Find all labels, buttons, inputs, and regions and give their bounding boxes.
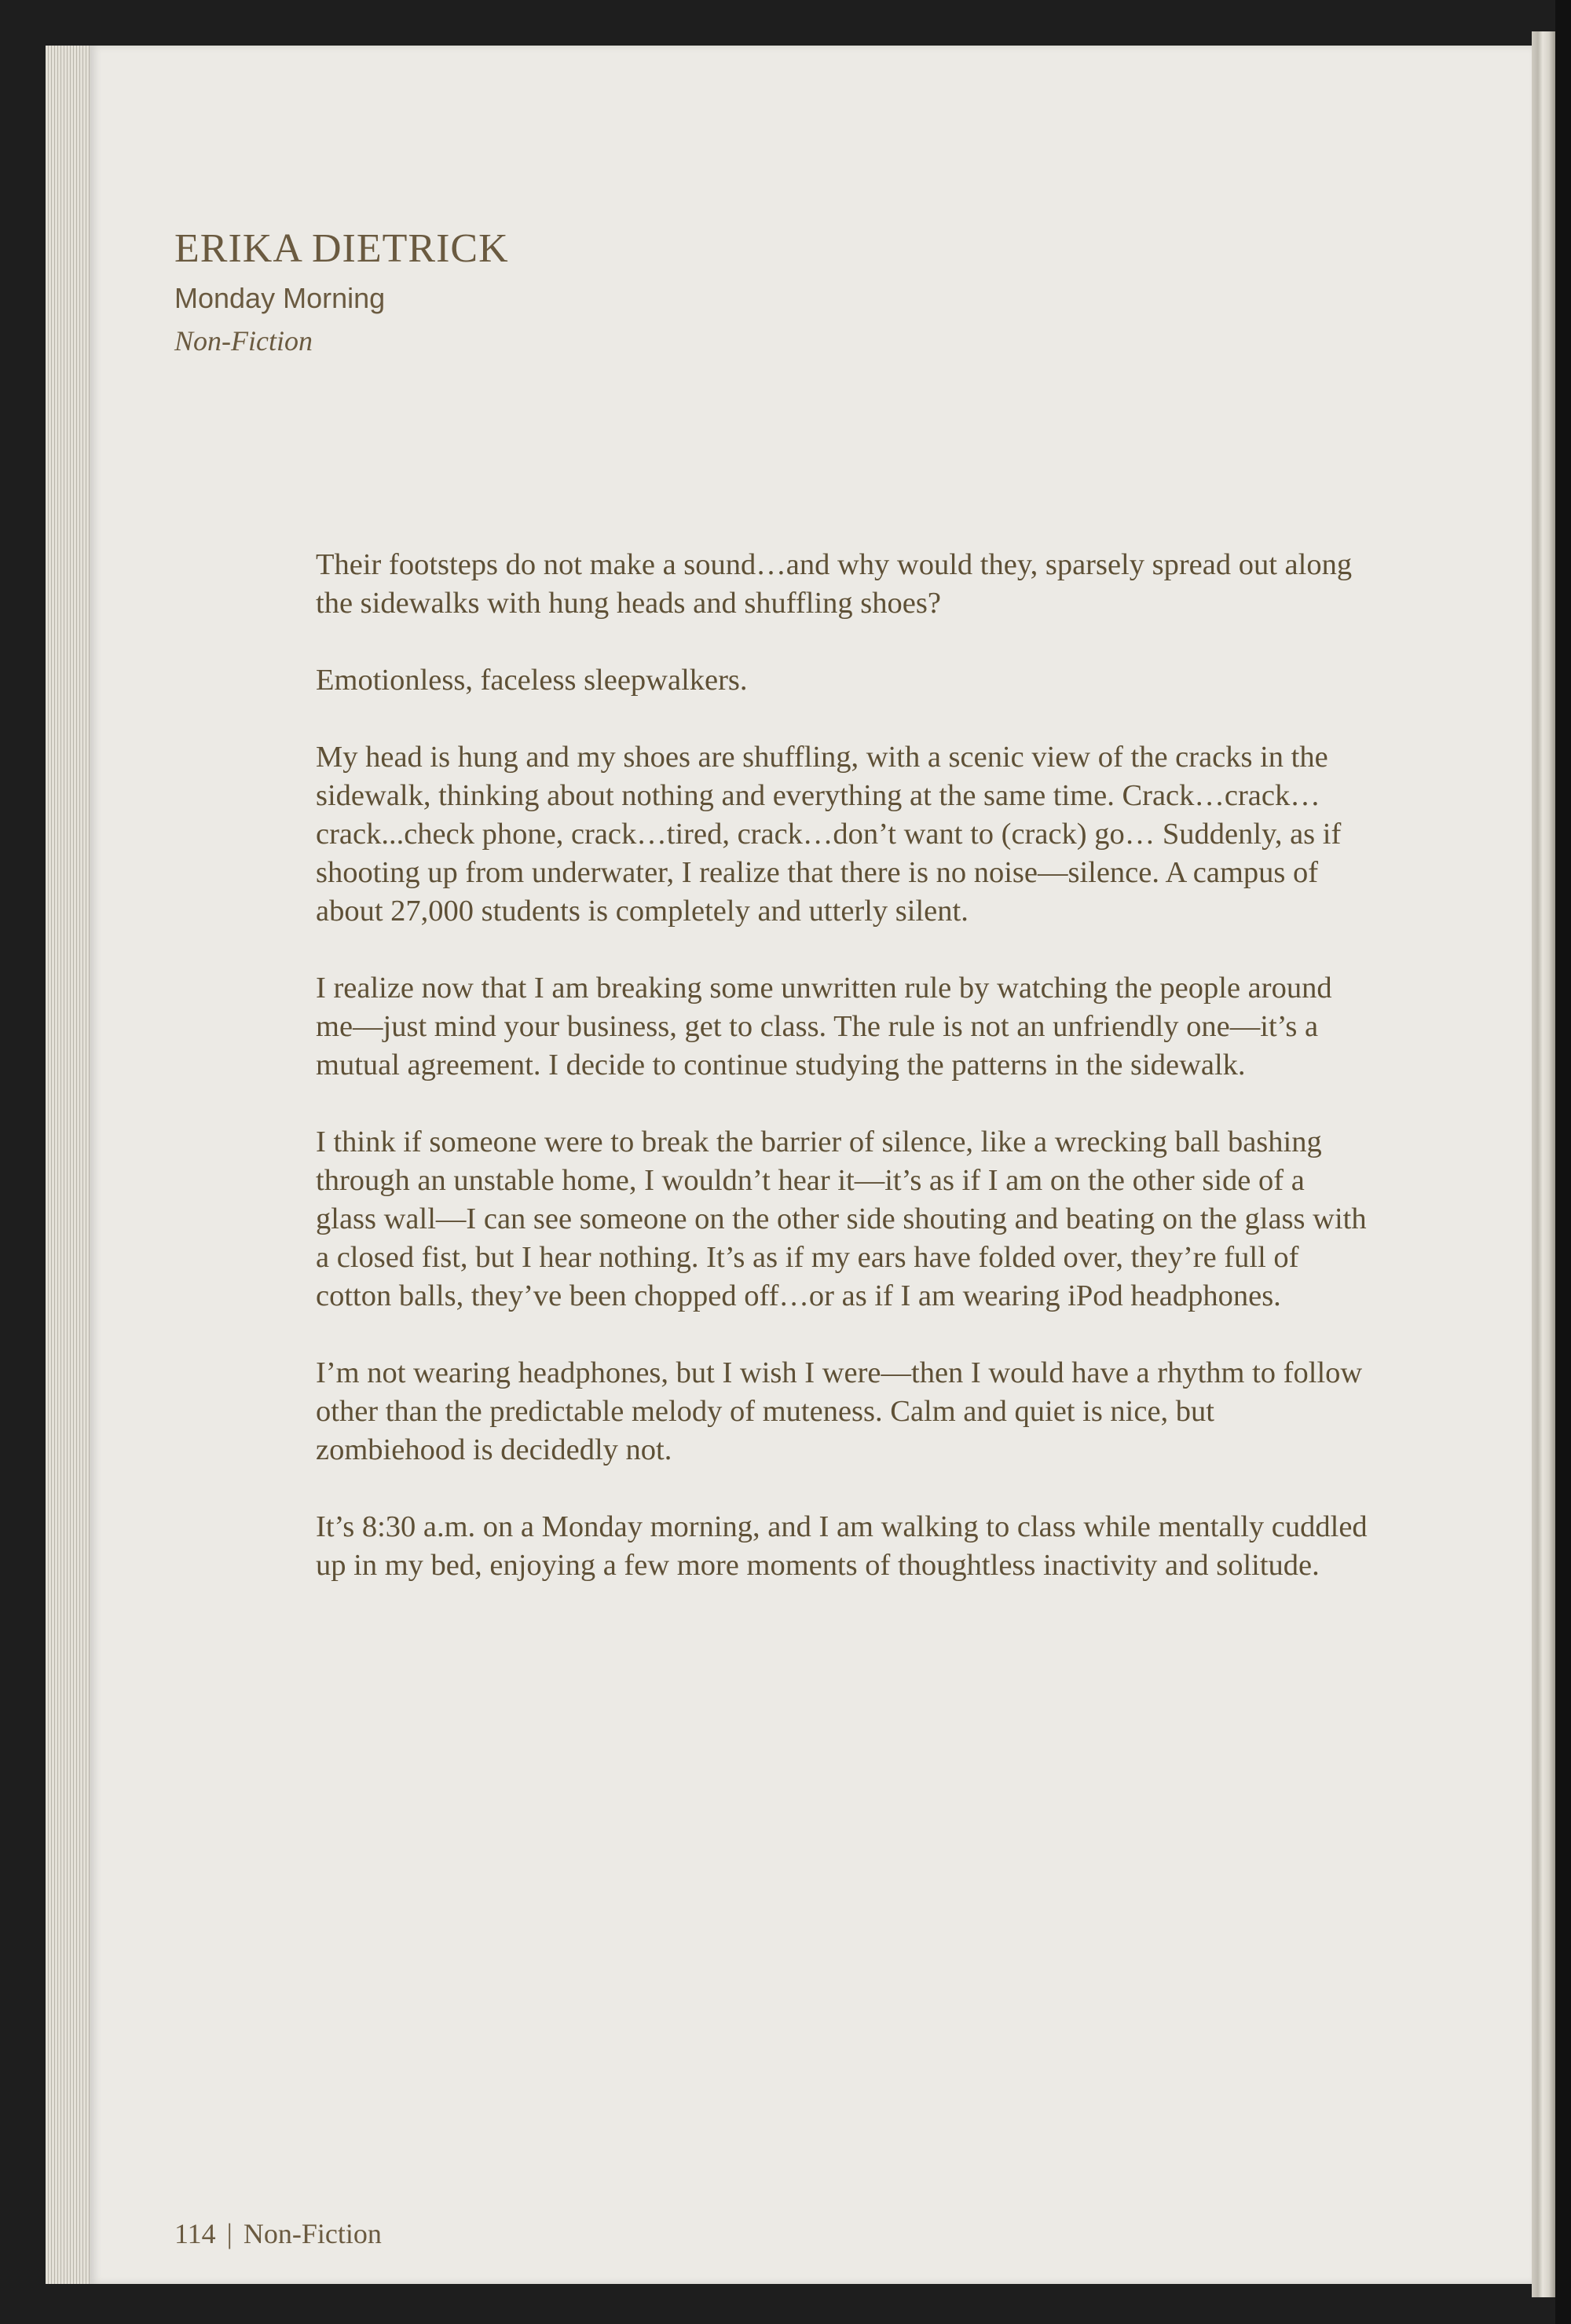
page-edges	[46, 46, 90, 2284]
piece-genre: Non-Fiction	[174, 325, 313, 357]
piece-header	[174, 224, 509, 359]
background-edge	[1555, 0, 1571, 2324]
author-name: ERIKA DIETRICK	[174, 226, 509, 271]
paragraph: My head is hung and my shoes are shuffling, with a scenic view of the cracks in the sidewalk, thinking about nothing and everything at the same time. Crack…crack…crack...check phone, crack…tired, crack…don’t want to (crack) go… Suddenly, as if shooting up from underwater, I realize that there is no noise—silence. A campus of about 27,000 students is completely and utterly silent.	[316, 741, 1342, 928]
page-number: 114	[174, 2218, 216, 2249]
book-gutter	[1532, 31, 1555, 2297]
paragraph: I think if someone were to break the barrier of silence, like a wrecking ball bashing through an unstable home, I wouldn’t hear it—it’s as if I am on the other side of a glass wall—I can see someone on the other side shouting and beating on the glass with a closed fist, but I hear nothing. It’s as if my ears have folded over, they’re full of cotton balls, they’ve been chopped off…or as if I am wearing iPod headphones.	[316, 1125, 1367, 1312]
paragraph: Their footsteps do not make a sound…and why would they, sparsely spread out along the sidewalks with hung heads and shuffling shoes?	[316, 548, 1353, 620]
body-text	[316, 546, 1368, 1623]
page-footer	[174, 2216, 382, 2251]
paragraph: Emotionless, faceless sleepwalkers.	[316, 664, 748, 697]
paragraph: It’s 8:30 a.m. on a Monday morning, and I am walking to class while mentally cuddled up in my bed, enjoying a few more moments of thoughtless inactivity and solitude.	[316, 1510, 1368, 1582]
footer-separator: |	[226, 2218, 233, 2249]
paragraph: I’m not wearing headphones, but I wish I were—then I would have a rhythm to follow other than the predictable melody of muteness. Calm and quiet is nice, but zombiehood is decidedly not.	[316, 1356, 1363, 1466]
piece-title: Monday Morning	[174, 282, 386, 314]
footer-section: Non-Fiction	[243, 2218, 382, 2249]
paragraph: I realize now that I am breaking some unwritten rule by watching the people around me—just mind your business, get to class. The rule is not an unfriendly one—it’s a mutual agreement. I decide to continue studying the patterns in the sidewalk.	[316, 972, 1332, 1081]
